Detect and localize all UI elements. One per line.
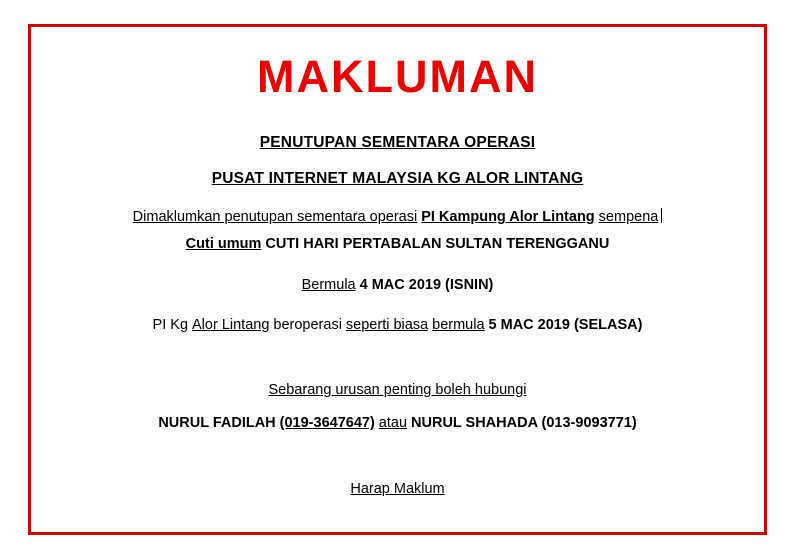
body-line-2 bbox=[186, 235, 610, 255]
subheading-closure: PENUTUPAN SEMENTARA OPERASI bbox=[259, 134, 536, 152]
body-line-2-text-b: CUTI HARI PERTABALAN SULTAN TERENGGANU bbox=[265, 235, 610, 252]
contact-intro-text: Sebarang urusan penting boleh hubungi bbox=[268, 381, 527, 398]
body-line-4-text-c: beroperasi bbox=[273, 316, 342, 333]
page-title: MAKLUMAN bbox=[257, 51, 538, 102]
body-line-4-text-a: PI Kg bbox=[152, 316, 189, 333]
closing-text: Harap Maklum bbox=[350, 480, 445, 497]
closing-line bbox=[350, 480, 444, 500]
contact-intro-line bbox=[269, 381, 527, 401]
body-line-4-text-b: Alor Lintang bbox=[192, 316, 270, 333]
body-line-3-text-b: 4 MAC 2019 (ISNIN) bbox=[359, 277, 494, 294]
subheading-location: PUSAT INTERNET MALAYSIA KG ALOR LINTANG bbox=[211, 170, 584, 188]
contact-name-1: NURUL FADILAH bbox=[158, 415, 276, 432]
body-line-4 bbox=[153, 316, 643, 336]
contact-name-2: NURUL SHAHADA (013-9093771) bbox=[411, 415, 637, 432]
body-line-3-text-a: Bermula bbox=[301, 277, 356, 294]
body-line-4-text-e: bermula bbox=[432, 316, 485, 333]
body-line-1 bbox=[133, 208, 663, 228]
body-line-1-text-a: Dimaklumkan penutupan sementara operasi bbox=[132, 209, 418, 226]
notice-content bbox=[31, 27, 764, 532]
text-cursor bbox=[661, 208, 662, 223]
body-line-4-text-f: 5 MAC 2019 (SELASA) bbox=[488, 316, 643, 333]
body-line-2-text-a: Cuti umum bbox=[185, 235, 262, 252]
contact-details-line bbox=[158, 414, 636, 434]
contact-conjunction: atau bbox=[378, 415, 408, 432]
body-line-1-text-b: PI Kampung Alor Lintang bbox=[421, 209, 595, 226]
body-line-3 bbox=[302, 276, 494, 296]
body-line-4-text-d: seperti biasa bbox=[345, 316, 429, 333]
body-line-1-text-c: sempena bbox=[598, 209, 659, 226]
contact-phone-1: (019-3647647) bbox=[279, 415, 375, 432]
